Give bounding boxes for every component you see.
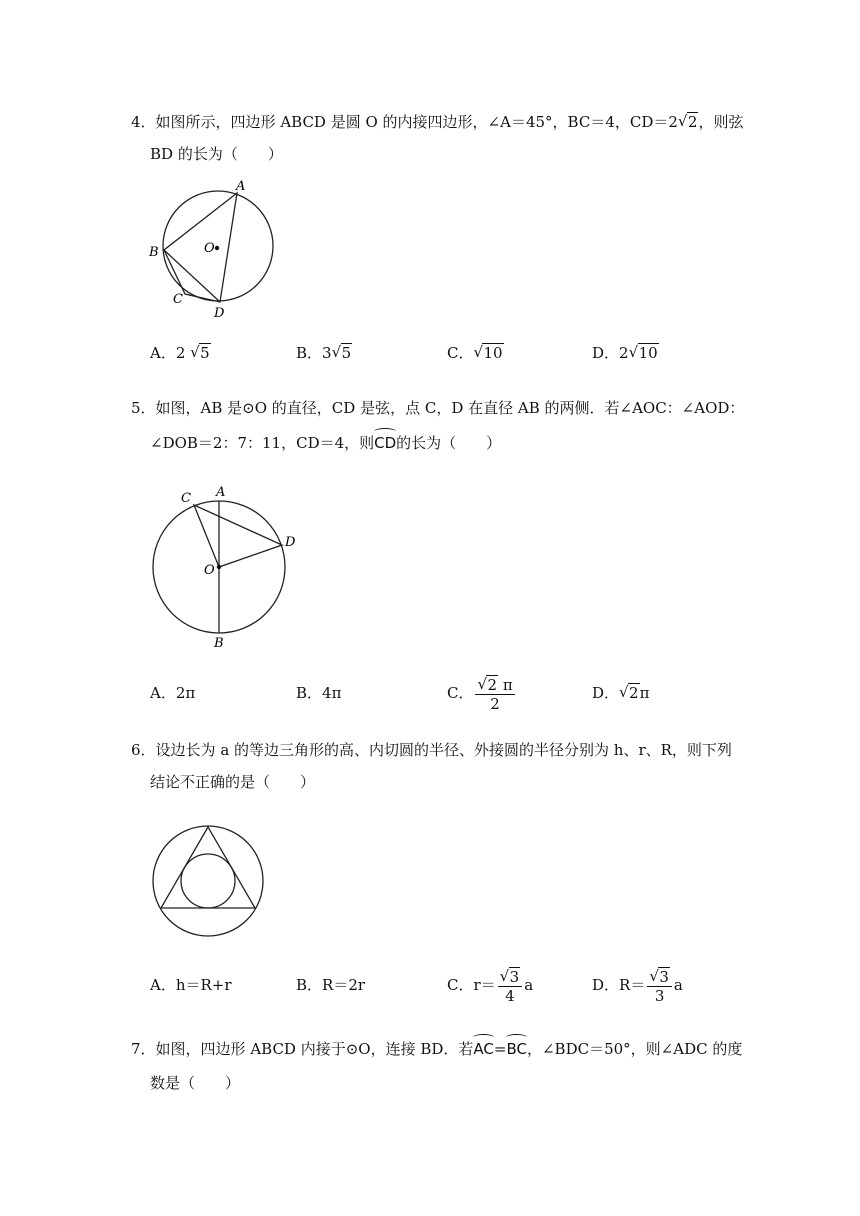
q4-option-a[interactable]: A．2 √ 5 <box>150 343 211 363</box>
q5-stem-line1: 5．如图，AB 是⊙O 的直径，CD 是弦，点 C，D 在直径 AB 的两侧．若∠AOC：∠AOD： <box>131 399 745 417</box>
q7-stem-line2: 数是（ ） <box>150 1074 241 1092</box>
q4-stem-line1 <box>131 112 743 132</box>
q4-stem-sqrt: √ 2 <box>678 112 699 132</box>
q4-label-d: D <box>214 306 225 321</box>
q7-arc-ac: AC <box>473 1040 494 1058</box>
q5-option-a[interactable]: A．2π <box>150 684 196 702</box>
q5-option-b[interactable]: B．4π <box>296 684 342 702</box>
q5-label-a: A <box>216 485 226 500</box>
q7-arc-bc: BC <box>506 1040 527 1058</box>
q5-arc-cd: CD <box>374 434 397 452</box>
q4-option-b[interactable]: B．3√ 5 <box>296 343 352 363</box>
q6-option-d[interactable]: D．R＝ √ $\frac{3}{3}$ a <box>592 965 683 1005</box>
q5-label-o: O <box>204 563 215 578</box>
q7-stem-line1: 7．如图，四边形 ABCD 内接于⊙O，连接 BD．若AC=BC，∠BDC＝50°，则∠ADC 的度 <box>131 1040 743 1058</box>
q5-stem-line2: ∠DOB＝2：7：11，CD＝4，则CD的长为（ ） <box>150 434 502 452</box>
q4-label-o: O <box>204 241 215 256</box>
q6-number: 6． <box>131 741 156 759</box>
q4-label-c: C <box>173 292 183 307</box>
q6-option-c[interactable]: C．r＝ √ $\frac{3}{4}$ a <box>447 965 533 1005</box>
q5-label-c: C <box>181 491 191 506</box>
q4-label-b: B <box>149 245 159 260</box>
q4-label-a: A <box>236 179 246 194</box>
q4-stem-line2: BD 的长为（ ） <box>150 145 283 163</box>
q6-option-a[interactable]: A．h＝R+r <box>150 976 232 994</box>
q4-figure <box>140 180 290 325</box>
q7-number: 7． <box>131 1040 156 1058</box>
q5-label-d: D <box>285 535 296 550</box>
q4-number: 4． <box>131 113 156 131</box>
q4-stem-end: ，则弦 <box>698 113 744 131</box>
q6-stem-line1: 6．设边长为 a 的等边三角形的高、内切圆的半径、外接圆的半径分别为 h、r、R，则下列 <box>131 741 732 759</box>
q5-label-b: B <box>214 636 224 651</box>
q6-option-b[interactable]: B．R＝2r <box>296 976 366 994</box>
q5-number: 5． <box>131 399 156 417</box>
q5-option-c[interactable]: C． √ $\frac{2 \pi}{2}$ <box>447 673 517 713</box>
q6-figure <box>150 822 270 942</box>
q5-figure <box>140 480 310 650</box>
q4-stem-text: 如图所示，四边形 ABCD 是圆 O 的内接四边形，∠A＝45°，BC＝4，CD＝2 <box>155 113 678 131</box>
q4-option-d[interactable]: D．2√ 10 <box>592 343 659 363</box>
q6-stem-line2: 结论不正确的是（ ） <box>150 773 316 791</box>
q4-option-c[interactable]: C．√ 10 <box>447 343 504 363</box>
q5-option-d[interactable]: D．√ 2π <box>592 683 649 703</box>
